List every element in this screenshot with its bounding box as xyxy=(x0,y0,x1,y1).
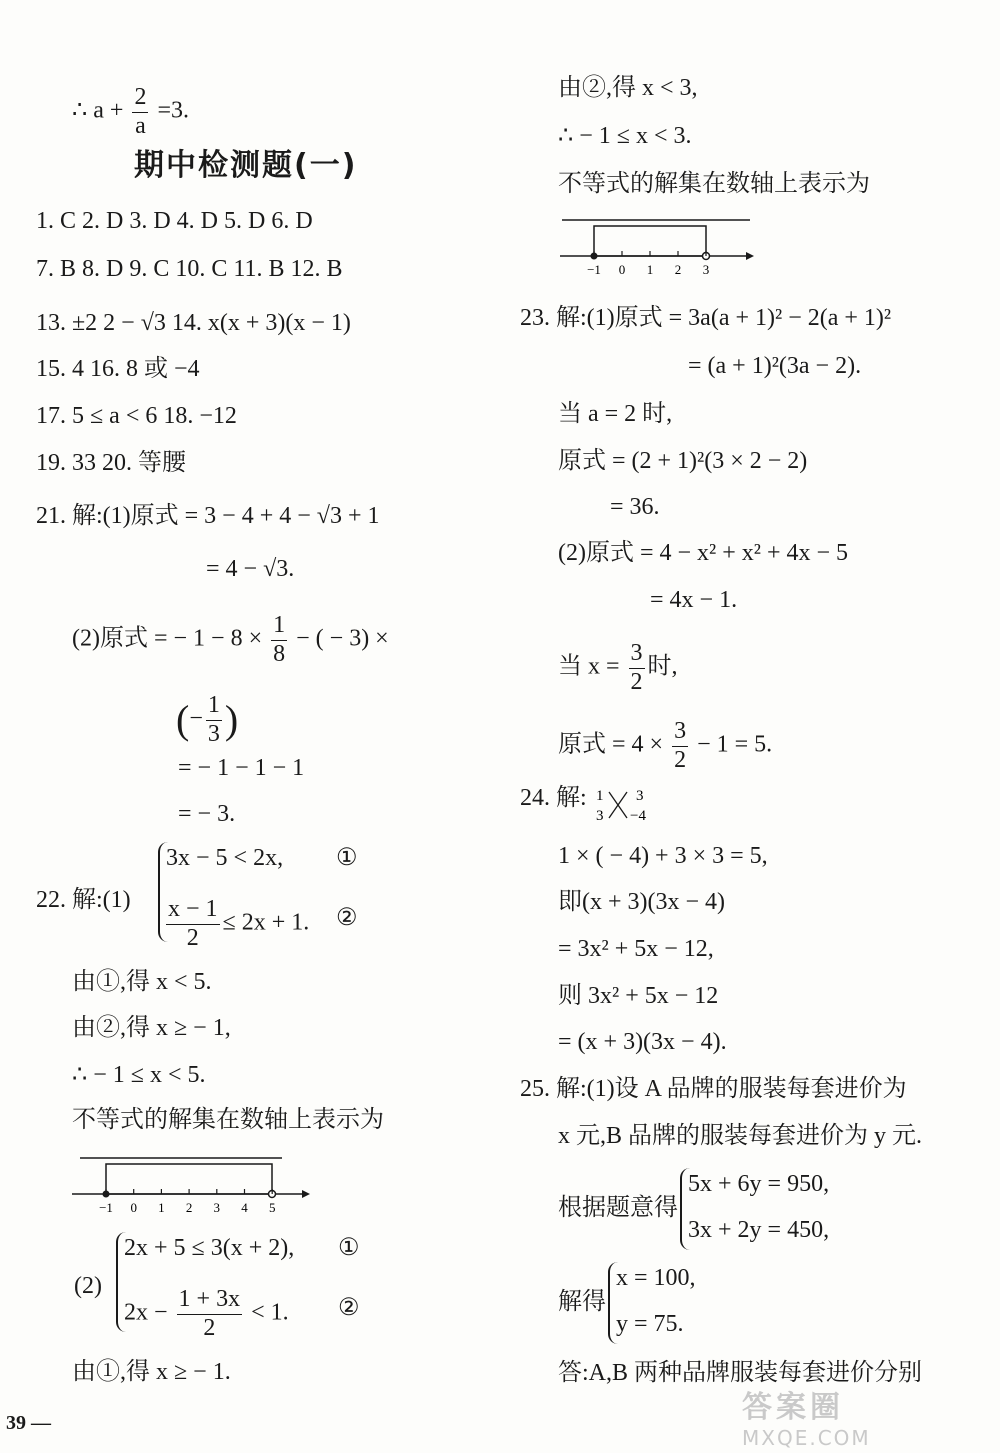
tick-label: 2 xyxy=(185,1200,193,1215)
tick-label: 3 xyxy=(702,262,710,277)
q23-line-6: (2)原式 = 4 − x² + x² + 4x − 5 xyxy=(558,540,849,566)
cross-left-bot: 3 xyxy=(596,808,604,824)
arrow-icon xyxy=(746,252,754,260)
paren: ( xyxy=(176,697,190,743)
number-line xyxy=(558,212,758,282)
fraction xyxy=(629,640,645,696)
text: =3. xyxy=(157,97,190,124)
number-line xyxy=(70,1150,310,1220)
q21-line-2: = 4 − √3. xyxy=(206,556,295,582)
q22-p2-step-1: 由①,得 x ≥ − 1. xyxy=(72,1359,231,1385)
denominator: 8 xyxy=(273,640,286,667)
answers-row-3: 13. ±2 2 − √3 14. x(x + 3)(x − 1) xyxy=(36,310,351,336)
conclusion-line xyxy=(72,84,189,140)
q25-line-4: 解得 xyxy=(558,1289,606,1315)
answers-row-4: 15. 4 16. 8 或 −4 xyxy=(36,356,200,382)
q23-line-9 xyxy=(558,718,772,774)
answers-row-6: 19. 33 20. 等腰 xyxy=(36,450,186,476)
numerator: 1 xyxy=(206,692,222,721)
q23-line-1: 23. 解:(1)原式 = 3a(a + 1)² − 2(a + 1)² xyxy=(520,305,892,331)
q22-eq-2 xyxy=(166,896,309,952)
circled-2: ② xyxy=(336,905,358,931)
denominator: 2 xyxy=(674,746,687,773)
answers-row-2: 7. B 8. D 9. C 10. C 11. B 12. B xyxy=(36,256,343,282)
tick-label: 3 xyxy=(213,1200,221,1215)
tick-label: 1 xyxy=(158,1200,165,1215)
answers-row-1: 1. C 2. D 3. D 4. D 5. D 6. D xyxy=(36,208,313,234)
cross-right-top: 3 xyxy=(636,788,644,804)
q25-line-2: x 元,B 品牌的服装每套进价为 y 元. xyxy=(558,1123,923,1149)
q22-step-1: 由①,得 x < 5. xyxy=(72,969,212,995)
tick-label: −1 xyxy=(99,1200,113,1215)
tick-label: 0 xyxy=(130,1200,137,1215)
q25-line-3: 根据题意得 xyxy=(558,1195,678,1221)
text: 2x − xyxy=(124,1299,168,1326)
section-title: 期中检测题(一) xyxy=(134,148,358,183)
q22-p2-eq-1: 2x + 5 ≤ 3(x + 2), xyxy=(124,1235,295,1261)
q23-line-3: 当 a = 2 时, xyxy=(558,401,673,427)
q25-eq-2: 3x + 2y = 450, xyxy=(688,1217,830,1243)
numerator: 3 xyxy=(629,640,645,669)
denominator: 2 xyxy=(203,1314,216,1341)
q25-sol-1: x = 100, xyxy=(616,1265,696,1291)
q21-line-1: 21. 解:(1)原式 = 3 − 4 + 4 − √3 + 1 xyxy=(36,503,380,529)
cross-right-bot: −4 xyxy=(630,808,646,824)
q22-label: 22. 解:(1) xyxy=(36,887,131,913)
tick-label: 5 xyxy=(268,1200,276,1215)
watermark-bottom: MXQE.COM xyxy=(742,1426,871,1450)
circled-1: ① xyxy=(336,845,358,871)
tick-labels xyxy=(99,1189,275,1215)
q23-line-7: = 4x − 1. xyxy=(650,587,738,613)
denominator: a xyxy=(135,112,146,139)
q24-line-5: 则 3x² + 5x − 12 xyxy=(558,983,719,1009)
q23-line-4: 原式 = (2 + 1)²(3 × 2 − 2) xyxy=(558,448,808,474)
fraction xyxy=(206,692,222,748)
q21-line-4 xyxy=(176,692,238,748)
arrow-icon xyxy=(302,1190,310,1198)
q24-line-6: = (x + 3)(3x − 4). xyxy=(558,1029,727,1055)
fraction xyxy=(271,612,287,668)
r-line-1: 由②,得 x < 3, xyxy=(558,75,698,101)
q21-line-6: = − 3. xyxy=(178,801,236,827)
answers-row-5: 17. 5 ≤ a < 6 18. −12 xyxy=(36,403,237,429)
r-line-2: ∴ − 1 ≤ x < 3. xyxy=(558,123,692,149)
text: ≤ 2x + 1. xyxy=(222,909,310,936)
q21-line-3 xyxy=(72,612,389,668)
text: 原式 = 4 × xyxy=(558,731,664,758)
q25-line-1: 25. 解:(1)设 A 品牌的服装每套进价为 xyxy=(520,1076,907,1102)
numerator: 1 xyxy=(271,612,287,641)
denominator: 2 xyxy=(630,668,643,695)
paren: ) xyxy=(224,697,239,743)
q24-line-2: 1 × ( − 4) + 3 × 3 = 5, xyxy=(558,843,768,869)
q22-p2-label: (2) xyxy=(74,1273,102,1299)
r-line-3: 不等式的解集在数轴上表示为 xyxy=(558,171,870,197)
q24-line-3: 即(x + 3)(3x − 4) xyxy=(558,889,726,915)
watermark-top: 答案圈 xyxy=(742,1390,844,1425)
q23-line-5: = 36. xyxy=(610,494,660,520)
text: (2)原式 = − 1 − 8 × xyxy=(72,625,263,652)
text: − 1 = 5. xyxy=(697,731,773,758)
q24-label: 24. 解: xyxy=(520,785,587,811)
text: − xyxy=(189,705,203,732)
tick-label: 4 xyxy=(241,1200,248,1215)
numerator: 1 + 3x xyxy=(177,1286,243,1315)
fraction xyxy=(132,84,148,140)
cross-multiplication-diagram xyxy=(592,784,662,828)
text: − ( − 3) × xyxy=(296,625,389,652)
tick-label: 0 xyxy=(618,262,626,277)
numerator: x − 1 xyxy=(166,896,220,925)
fraction xyxy=(166,896,220,952)
q25-eq-1: 5x + 6y = 950, xyxy=(688,1171,830,1197)
q22-step-3: ∴ − 1 ≤ x < 5. xyxy=(72,1062,206,1088)
text: < 1. xyxy=(251,1299,289,1326)
page-number: 39 — xyxy=(6,1412,51,1434)
numerator: 3 xyxy=(672,718,688,747)
tick-labels xyxy=(587,251,709,277)
text: 当 x = xyxy=(558,653,620,680)
circled-1: ① xyxy=(338,1235,360,1261)
text: ∴ a + xyxy=(72,97,124,124)
circled-2: ② xyxy=(338,1295,360,1321)
watermark xyxy=(742,1382,982,1450)
denominator: 2 xyxy=(186,924,199,951)
tick-label: 2 xyxy=(674,262,682,277)
fraction xyxy=(177,1286,243,1342)
text: 时, xyxy=(647,653,678,680)
tick-label: 1 xyxy=(646,262,654,277)
tick-label: −1 xyxy=(587,262,601,277)
fraction xyxy=(672,718,688,774)
q22-eq-1: 3x − 5 < 2x, xyxy=(166,845,284,871)
denominator: 3 xyxy=(207,720,220,747)
q25-line-5: 答:A,B 两种品牌服装每套进价分别 xyxy=(558,1360,923,1386)
q22-p2-eq-2 xyxy=(124,1286,289,1342)
q23-line-8 xyxy=(558,640,678,696)
q22-step-4: 不等式的解集在数轴上表示为 xyxy=(72,1107,384,1133)
cross-left-top: 1 xyxy=(596,788,604,804)
q23-line-2: = (a + 1)²(3a − 2). xyxy=(688,353,862,379)
q25-sol-2: y = 75. xyxy=(616,1311,684,1337)
q21-line-5: = − 1 − 1 − 1 xyxy=(178,755,305,781)
q24-line-4: = 3x² + 5x − 12, xyxy=(558,936,714,962)
q22-step-2: 由②,得 x ≥ − 1, xyxy=(72,1015,231,1041)
numerator: 2 xyxy=(132,84,148,113)
